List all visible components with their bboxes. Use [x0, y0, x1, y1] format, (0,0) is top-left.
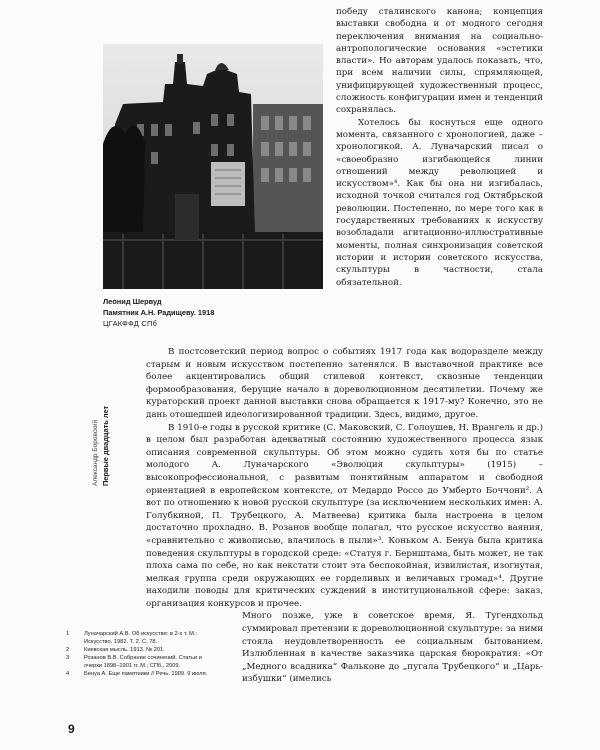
footnote-text: Розанов В.В. Собрание сочинений. Статьи и очерки 1898–1901 гг. М.; СПб., 2009. [84, 655, 202, 669]
caption-author: Леонид Шервуд [103, 297, 162, 306]
right-paragraph-2: Хотелось бы коснуться еще одного момента, связанного с хронологией, даже – хронологикой. А. Луначарский писал о «своеобразно изгибающейся линии отношений между революцией и искусством»⁴. Как бы она ни изгибалась, исходной точкой считался год Октябрьской революции. Постепенно, по мере того как в государственных требованиях к искусству возобладали агитационно-иллюстративные моменты, полная синхронизация советской истории и истории советского искусства, скульптуры в частности, стала обязательной. [336, 117, 543, 288]
main-paragraph-1: В постсоветский период вопрос о событиях 1917 года как водоразделе между старым и новым искусством постепенно затенялся. В выставочной практике все более акцентировались общий стилевой контекст, сквозные тенденции формообразования, берущие начало в дореволюционном десятилетии. Почему же кураторский проект данной выставки снова обращается к 1917-му? Конечно, это не дань отошедшей идеологизированной традиции. Здесь, видимо, другое. [146, 347, 543, 420]
footnote-number: 4 [66, 671, 70, 678]
running-head-author: Александр Боровский [92, 419, 99, 486]
footnote-text: Луначарский А.В. Об искусстве: в 2-х т. М.: Искусство, 1982. Т. 2. С. 78. [84, 631, 198, 645]
footnote [66, 631, 216, 646]
right-paragraph-1: победу сталинского канона; концепция выставки свободна и от модного сегодня переключения внимания на социально-антропологические основания «эстетики власти». Но авторам удалось показать, что, при всем наличии силы, спрямляющей, унифицирующей художественный процесс, сложность конфигурации имен и тенденций сохранялась. [336, 7, 543, 116]
footnotes [66, 631, 216, 679]
footnote-text: Бенуа А. Еще памятники // Речь. 1909. 9 июля. [84, 671, 208, 678]
footnote-number: 2 [66, 646, 70, 653]
running-head-title: Первые двадцать лет [101, 405, 110, 486]
photo-image [103, 44, 323, 289]
footnote [66, 655, 216, 670]
right-text-column [336, 6, 543, 289]
main-paragraph-3: Много позже, уже в советское время, Я. Тугендхольд суммировал претензии к дореволюционной скульптуре: за ними стояла неудовлетворенность ее социальным бытованием. Излюбленная в качестве заказчика царская бюрократия: «От „Медного всадника“ Фальконе до „пугала Трубецкого“ и „Царь-избушки“ (имелись [242, 611, 543, 685]
footnote-number: 3 [66, 655, 70, 662]
footnote [66, 671, 216, 679]
caption-work: Памятник А.Н. Радищеву. 1918 [103, 308, 215, 317]
vertical-running-head [92, 344, 110, 486]
footnote-number: 1 [66, 631, 70, 637]
caption-source: ЦГАКФФД СПб [103, 319, 158, 328]
historical-photo [103, 44, 323, 289]
page-number: 9 [68, 722, 75, 736]
main-paragraph-2: В 1910-е годы в русской критике (С. Маковский, С. Голоушев, Н. Врангель и др.) в целом был разработан адекватный состоянию художественного процесса язык описания современной скульптуры. Об этом можно судить хотя бы по статье молодого А. Луначарского «Эволюция скульптуры» (1915) – высокопрофессиональной, с развитым понятийным аппаратом и свободной ориентацией в европейском контексте, от Медардо Россо до Умберто Боччони². А вот по отношению к новой русской скульптуре (за исключением нескольких имен: А. Голубкиной, П. Трубецкого, А. Матвеева) критика была настроена в целом достаточно прохладно. В. Розанов вообще полагал, что русское искусство ваяния, «сравнительно с живописью, влачилось в пыли»³. Коньком А. Бенуа была критика поведения скульптуры в городской среде: «Статуя г. Бернштама, быть может, не так плоха сама по себе, но как некстати стоит эта беспокойная, извилистая, изогнутая, мелкая группа среди окружающих ее горделивых и величавых громад»⁴. Другие находили поводы для критических суждений в институциональной сфере: заказ, организация конкурсов и прочее. [146, 422, 543, 609]
footnote [66, 647, 216, 655]
photo-caption [103, 296, 333, 329]
footnote-text: Киевская мысль. 1913. № 201. [84, 646, 165, 653]
